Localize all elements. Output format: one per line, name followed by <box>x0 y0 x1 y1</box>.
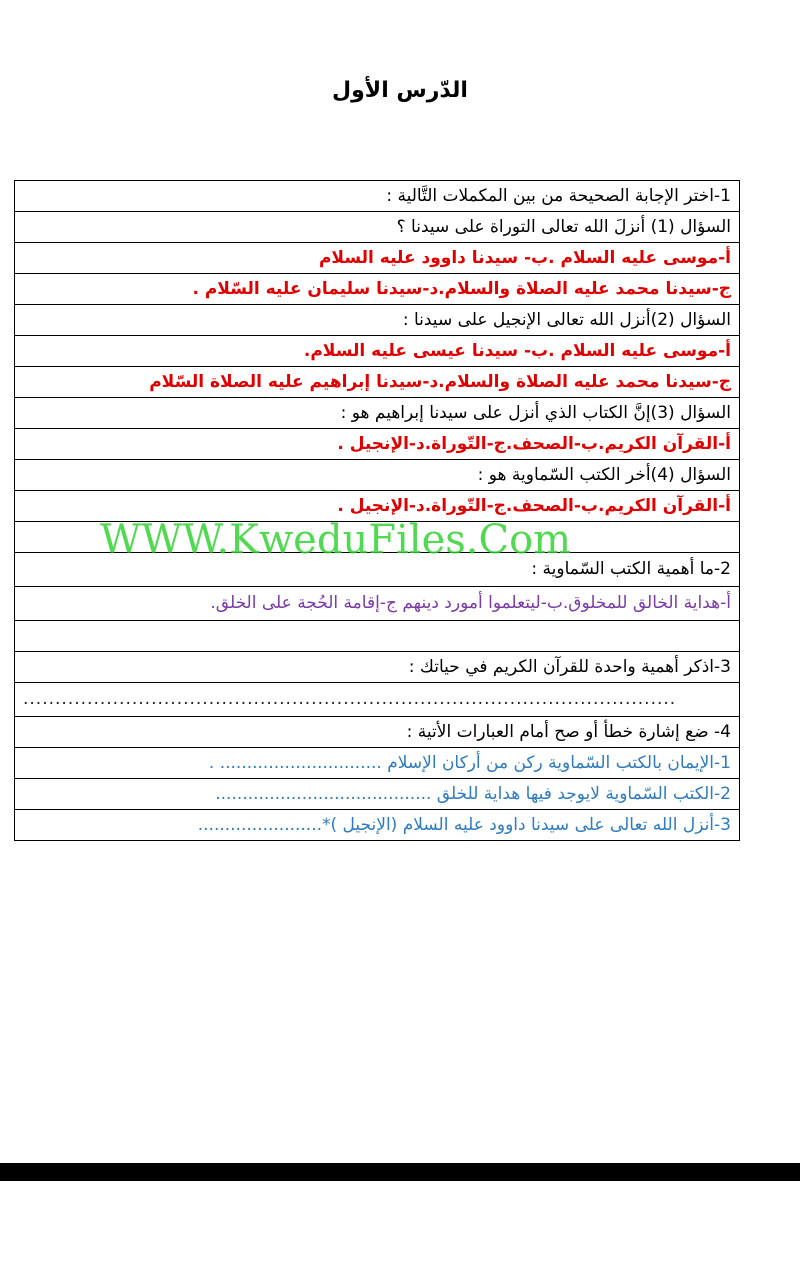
question-cell: السؤال (2)أنزل الله تعالى الإنجيل على سيدنا : <box>15 305 740 336</box>
question-cell: 3-اذكر أهمية واحدة للقرآن الكريم في حياتك : <box>15 652 740 683</box>
table-row <box>15 212 740 243</box>
answer-cell: أ-القرآن الكريم.ب-الصحف.ج-التّوراة.د-الإنجيل . <box>15 491 740 522</box>
table-row <box>15 748 740 779</box>
table-row <box>15 181 740 212</box>
worksheet-table <box>14 180 740 841</box>
question-cell: السؤال (1) أنزلَ الله تعالى التوراة على سيدنا ؟ <box>15 212 740 243</box>
table-row <box>15 522 740 553</box>
table-row <box>15 367 740 398</box>
question-cell: 2-ما أهمية الكتب السّماوية : <box>15 553 740 587</box>
answer-cell: أ-موسى عليه السلام .ب- سيدنا عيسى عليه السلام. <box>15 336 740 367</box>
answer-cell: 3-أنزل الله تعالى على سيدنا داوود عليه السلام (الإنجيل )*....................... <box>15 810 740 841</box>
table-row <box>15 779 740 810</box>
answer-cell: 2-الكتب السّماوية لايوجد فيها هداية للخلق ........................................ <box>15 779 740 810</box>
answer-cell: 1-الإيمان بالكتب السّماوية ركن من أركان الإسلام .............................. . <box>15 748 740 779</box>
table-row <box>15 274 740 305</box>
table-row <box>15 652 740 683</box>
table-row <box>15 587 740 621</box>
question-cell: السؤال (4)أخر الكتب السّماوية هو : <box>15 460 740 491</box>
table-row <box>15 398 740 429</box>
question-cell <box>15 522 740 553</box>
question-cell: 4- ضع إشارة خطأ أو صح أمام العبارات الأتية : <box>15 717 740 748</box>
table-row <box>15 336 740 367</box>
answer-blank[interactable]: ...................................................................................................... <box>15 683 740 717</box>
table-row <box>15 305 740 336</box>
question-cell: السؤال (3)إنَّ الكتاب الذي أنزل على سيدنا إبراهيم هو : <box>15 398 740 429</box>
table-row <box>15 621 740 652</box>
table-row <box>15 683 740 717</box>
table-row <box>15 491 740 522</box>
bottom-bar <box>0 1163 800 1181</box>
table-row <box>15 717 740 748</box>
answer-cell: ج-سيدنا محمد عليه الصلاة والسلام.د-سيدنا سليمان عليه السّلام . <box>15 274 740 305</box>
table-row <box>15 243 740 274</box>
table-row <box>15 553 740 587</box>
watermark: WWW.KweduFiles.Com <box>100 517 572 563</box>
table-row <box>15 429 740 460</box>
answer-cell: أ-هداية الخالق للمخلوق.ب-ليتعلموا أمورد دينهم ج-إقامة الحُجة على الخلق. <box>15 587 740 621</box>
page-title: الدّرس الأول <box>332 78 468 103</box>
answer-cell: أ-موسى عليه السلام .ب- سيدنا داوود عليه السلام <box>15 243 740 274</box>
question-cell <box>15 621 740 652</box>
table-row <box>15 460 740 491</box>
answer-cell: أ-القرآن الكريم.ب-الصحف.ج-التّوراة.د-الإنجيل . <box>15 429 740 460</box>
question-cell: 1-اختر الإجابة الصحيحة من بين المكملات التَّالية : <box>15 181 740 212</box>
answer-cell: ج-سيدنا محمد عليه الصلاة والسلام.د-سيدنا إبراهيم عليه الصلاة السّلام <box>15 367 740 398</box>
table-row <box>15 810 740 841</box>
